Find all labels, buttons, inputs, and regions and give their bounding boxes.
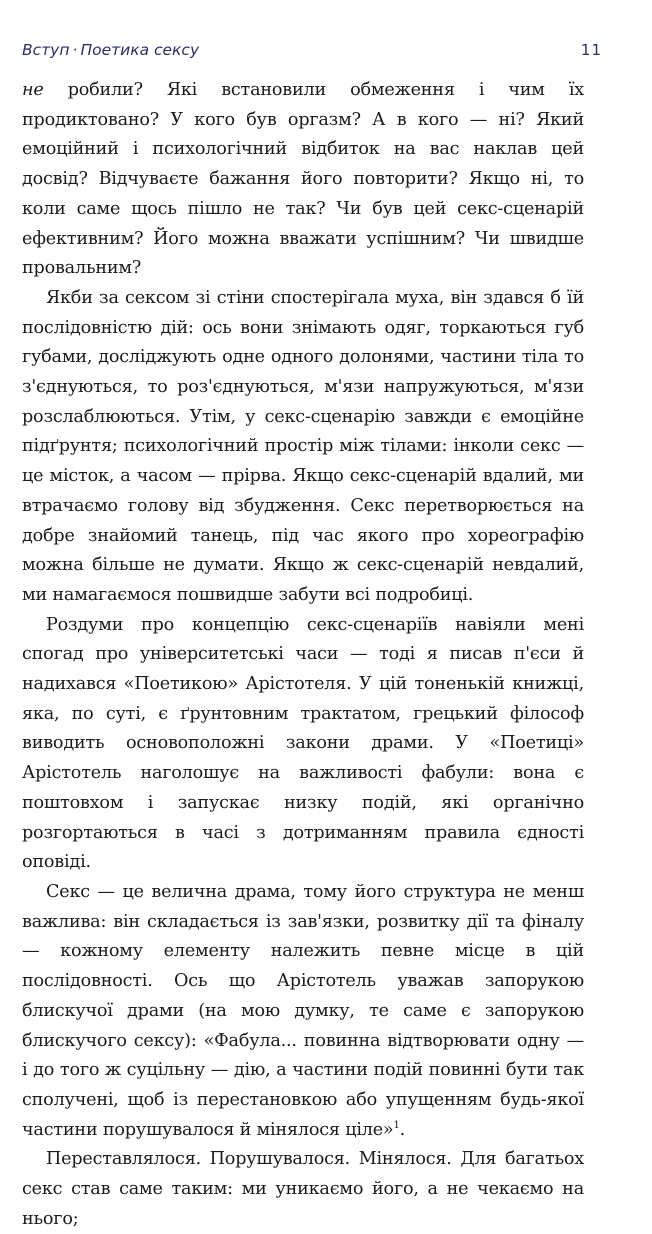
paragraph-4-tail: . bbox=[399, 1119, 406, 1140]
paragraph-3: Роздуми про концепцію секс-сценаріїв навіяли мені спогад про університетські часи — тоді я писав п'єси й надихався «Поетикою» Арістотеля. У цій тоненькій книжці, яка, по суті, є ґрунтовним трактатом, грецький філософ виводить основоположні закони драми. У «Поетиці» Арістотель наголошує на важливості фабули: вона є поштовхом і запускає низку подій, які органічно розгортаються в часі з дотриманням правила єдності оповіді. bbox=[22, 614, 584, 873]
paragraph-1-text: робили? Які встановили обмеження і чим їх продиктовано? У кого був оргазм? А в кого — ні? Який емоційний і психологічний відбиток на вас наклав цей досвід? Відчуваєте бажання його повторити? Якщо ні, то коли саме щось пішло не так? Чи був цей секс-сценарій ефективним? Його можна вважати успішним? Чи швидше провальним? bbox=[22, 80, 584, 279]
page-number: 11 bbox=[580, 41, 602, 59]
chapter-title: Поетика сексу bbox=[80, 41, 200, 59]
footnote-reference[interactable]: 1 bbox=[393, 1119, 400, 1131]
section-title: Вступ bbox=[22, 41, 70, 59]
body-text bbox=[22, 76, 584, 1234]
paragraph-1 bbox=[22, 76, 584, 284]
running-header bbox=[22, 40, 602, 60]
paragraph-2: Якби за сексом зі стіни спостерігала муха, він здався б їй послідовністю дій: ось вони знімають одяг, торкаються губ губами, досліджують одне одного долонями, частини тіла то з'єднуються, то роз'єднуються, м'язи напружуються, м'язи розслаблюються. Утім, у секс-сценарію завжди є емоційне підґрунтя; психологічний простір між тілами: інколи секс — це місток, а часом — прірва. Якщо секс-сценарій вдалий, ми втрачаємо голову від збудження. Секс перетворюється на добре знайомий танець, під час якого про хореографію можна більше не думати. Якщо ж секс-сценарій невдалий, ми намагаємося пошвидше забути всі подробиці. bbox=[22, 287, 584, 605]
header-separator: · bbox=[72, 41, 78, 59]
paragraph-5: Переставлялося. Порушувалося. Мінялося. Для багатьох секс став саме таким: ми уникаємо його, а не чекаємо на нього; bbox=[22, 1149, 584, 1229]
italic-lead-word: не bbox=[22, 80, 44, 100]
paragraph-4 bbox=[22, 878, 584, 1145]
paragraph-4-text: Секс — це велична драма, тому його структура не менш важлива: він складається із зав'язки, розвитку дії та фіналу — кожному елементу належить певне місце в цій послідовності. Ось що Арістотель уважав запорукою блискучої драми (на мою думку, те саме є запорукою блискучого сексу): «Фабула... повинна відтворювати одну — і до того ж суцільну — дію, а частини подій повинні бути так сполучені, щоб із перестановкою або упущенням будь-якої частини порушувалося й мінялося ціле» bbox=[22, 881, 584, 1140]
